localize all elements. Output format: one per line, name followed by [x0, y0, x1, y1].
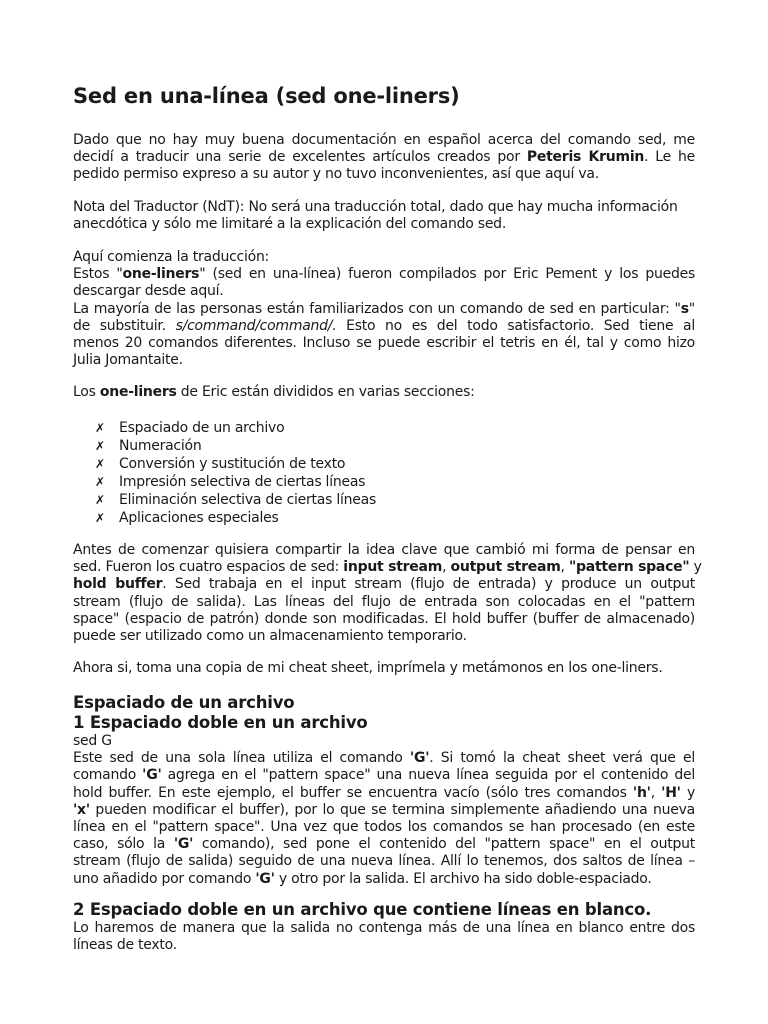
p5-text: ,: [560, 559, 569, 576]
author-name: Peteris Krumin: [526, 149, 645, 166]
x-command: 'x': [73, 801, 90, 818]
p3-line-2: [73, 266, 695, 283]
p3-line-5: [73, 318, 695, 335]
list-item: [95, 473, 376, 491]
p7-line-6: [73, 836, 695, 853]
item-heading-2: 2 Espaciado doble en un archivo que contiene líneas en blanco.: [73, 900, 652, 919]
p3-text: " (sed en una-línea) fueron compilados por Eric Pement y los puedes: [199, 266, 695, 283]
p8-line-1: Lo haremos de manera que la salida no contenga más de una línea en blanco entre dos: [73, 920, 695, 936]
list-item-label: Numeración: [119, 438, 202, 454]
cross-bullet-icon: ✗: [95, 475, 105, 489]
p7-text: y otro por la salida. El archivo ha sido doble-espaciado.: [274, 870, 652, 887]
sections-list: [95, 419, 376, 527]
p6-line: Ahora si, toma una copia de mi cheat sheet, imprímela y metámonos en los one-liners.: [73, 660, 663, 676]
intro-line-1: Dado que no hay muy buena documentación en español acerca del comando sed, me: [73, 132, 695, 148]
note-line-1: Nota del Traductor (NdT): No será una traducción total, dado que hay mucha información: [73, 199, 678, 215]
p7-text: agrega en el "pattern space" una nueva línea seguida por el contenido del: [161, 767, 695, 784]
p3-text: ": [688, 300, 695, 317]
p4-line: [73, 384, 695, 401]
item-heading-1: 1 Espaciado doble en un archivo: [73, 713, 368, 732]
list-item: [95, 455, 376, 473]
p7-line-4: [73, 802, 695, 819]
p3-line-6: menos 20 comandos diferentes. Incluso se puede escribir el tetris en él, tal y como hizo: [73, 335, 695, 352]
p7-text: comando: [73, 767, 143, 784]
list-item: [95, 437, 376, 455]
four-spaces-paragraph: [73, 542, 702, 645]
p5-text: sed. Fueron los cuatro espacios de sed:: [73, 559, 344, 576]
p7-line-2: [73, 767, 695, 784]
command-sed-g: sed G: [73, 733, 112, 749]
p3-text: de substituir.: [73, 317, 176, 334]
p8-line-2: líneas de texto.: [73, 937, 177, 954]
p7-text: comando), sed pone el contenido del "pattern space" en el output: [193, 836, 695, 853]
one-liners-term: one-liners: [99, 384, 177, 400]
note-line-2: anecdótica y sólo me limitaré a la explicación del comando sed.: [73, 216, 507, 233]
cross-bullet-icon: ✗: [95, 439, 105, 453]
g-command: 'G': [142, 767, 162, 784]
p5-line-1: Antes de comenzar quisiera compartir la idea clave que cambió mi forma de pensar en: [73, 542, 695, 558]
cross-bullet-icon: ✗: [95, 421, 105, 435]
intro-text: decidí a traducir una serie de excelentes artículos creados por: [73, 149, 527, 166]
p7-text: pueden modificar el buffer), por lo que se termina simplemente añadiendo una nueva: [89, 801, 695, 818]
cross-bullet-icon: ✗: [95, 511, 105, 525]
list-item-label: Conversión y sustitución de texto: [119, 456, 346, 472]
intro-text: . Le he: [644, 149, 695, 166]
p7-text: ,: [650, 784, 662, 801]
p3-text: Esto no es del todo satisfactorio. Sed tiene al: [336, 317, 695, 334]
intro-line-3: pedido permiso expreso a su autor y no tuvo inconvenientes, así que aquí va.: [73, 166, 599, 183]
list-item: [95, 419, 376, 437]
list-item-label: Aplicaciones especiales: [119, 510, 279, 526]
p3-line-3: descargar desde aquí.: [73, 283, 224, 300]
p7-text: hold buffer. En este ejemplo, el buffer se encuentra vacío (sólo tres comandos: [73, 784, 633, 801]
substitute-syntax: s/command/command/.: [175, 317, 337, 334]
p4-text: Los: [73, 384, 100, 400]
list-item: [95, 509, 376, 527]
g-command: 'G': [409, 750, 430, 767]
page-title: Sed en una-línea (sed one-liners): [73, 84, 460, 108]
p3-line-7: Julia Jomantaite.: [73, 352, 183, 369]
translator-note: [73, 199, 695, 233]
p5-line-2: [73, 559, 702, 576]
p5-text: . Sed trabaja en el input stream (flujo de entrada) y produce un output: [162, 576, 695, 593]
intro-line-2: [73, 149, 695, 166]
p5-text: ,: [442, 559, 451, 576]
p3-text: La mayoría de las personas están familiarizados con un comando de sed en particular: ": [73, 300, 681, 317]
one-liners-term: one-liners: [122, 266, 200, 283]
g-command: 'G': [255, 870, 275, 887]
input-stream-term: input stream: [343, 559, 443, 576]
p7-line-8: [73, 871, 695, 888]
H-command: 'H': [661, 784, 681, 801]
p7-text: y: [680, 784, 695, 801]
p7-text: caso, sólo la: [73, 836, 174, 853]
p5-line-6: puede ser utilizado como un almacenamiento temporario.: [73, 628, 467, 645]
p5-text: y: [689, 559, 702, 576]
section-heading: Espaciado de un archivo: [73, 693, 295, 712]
s-command: s: [680, 300, 689, 317]
output-stream-term: output stream: [450, 559, 561, 576]
p7-line-1: [73, 750, 695, 767]
item-2-body: [73, 920, 695, 954]
p7-line-5: línea en el "pattern space". Una vez que todos los comandos se han procesado (en este: [73, 819, 695, 836]
p5-line-5: space" (espacio de patrón) donde son modificadas. El hold buffer (buffer de almacenado): [73, 610, 695, 627]
pattern-space-term: "pattern space": [568, 559, 690, 576]
p7-line-7: stream (flujo de salida) seguido de una nueva línea. Allí lo tenemos, dos saltos de línea –: [73, 853, 695, 870]
hold-buffer-term: hold buffer: [73, 576, 163, 593]
p3-line-4: [73, 301, 695, 318]
list-item: [95, 491, 376, 509]
cheat-sheet-paragraph: [73, 660, 695, 677]
g-command: 'G': [173, 836, 194, 853]
p5-line-4: stream (flujo de salida). Las líneas del flujo de entrada son colocadas en el "pattern: [73, 593, 695, 610]
sections-intro: [73, 384, 695, 401]
p7-text: . Si tomó la cheat sheet verá que el: [429, 750, 695, 767]
p4-text: de Eric están divididos en varias secciones:: [176, 384, 475, 400]
cross-bullet-icon: ✗: [95, 457, 105, 471]
intro-paragraph: [73, 132, 695, 184]
item-1-body: [73, 733, 695, 888]
p7-text: Este sed de una sola línea utiliza el comando: [73, 750, 410, 767]
translation-start-paragraph: [73, 249, 695, 369]
p5-line-3: [73, 576, 695, 593]
list-item-label: Impresión selectiva de ciertas líneas: [119, 474, 366, 490]
cross-bullet-icon: ✗: [95, 493, 105, 507]
p3-text: Estos ": [73, 266, 123, 283]
h-command: 'h': [632, 784, 651, 801]
p7-text: uno añadido por comando: [73, 870, 256, 887]
p3-line-1: Aquí comienza la traducción:: [73, 249, 270, 265]
list-item-label: Espaciado de un archivo: [119, 420, 285, 436]
list-item-label: Eliminación selectiva de ciertas líneas: [119, 492, 376, 508]
p7-line-3: [73, 785, 695, 802]
